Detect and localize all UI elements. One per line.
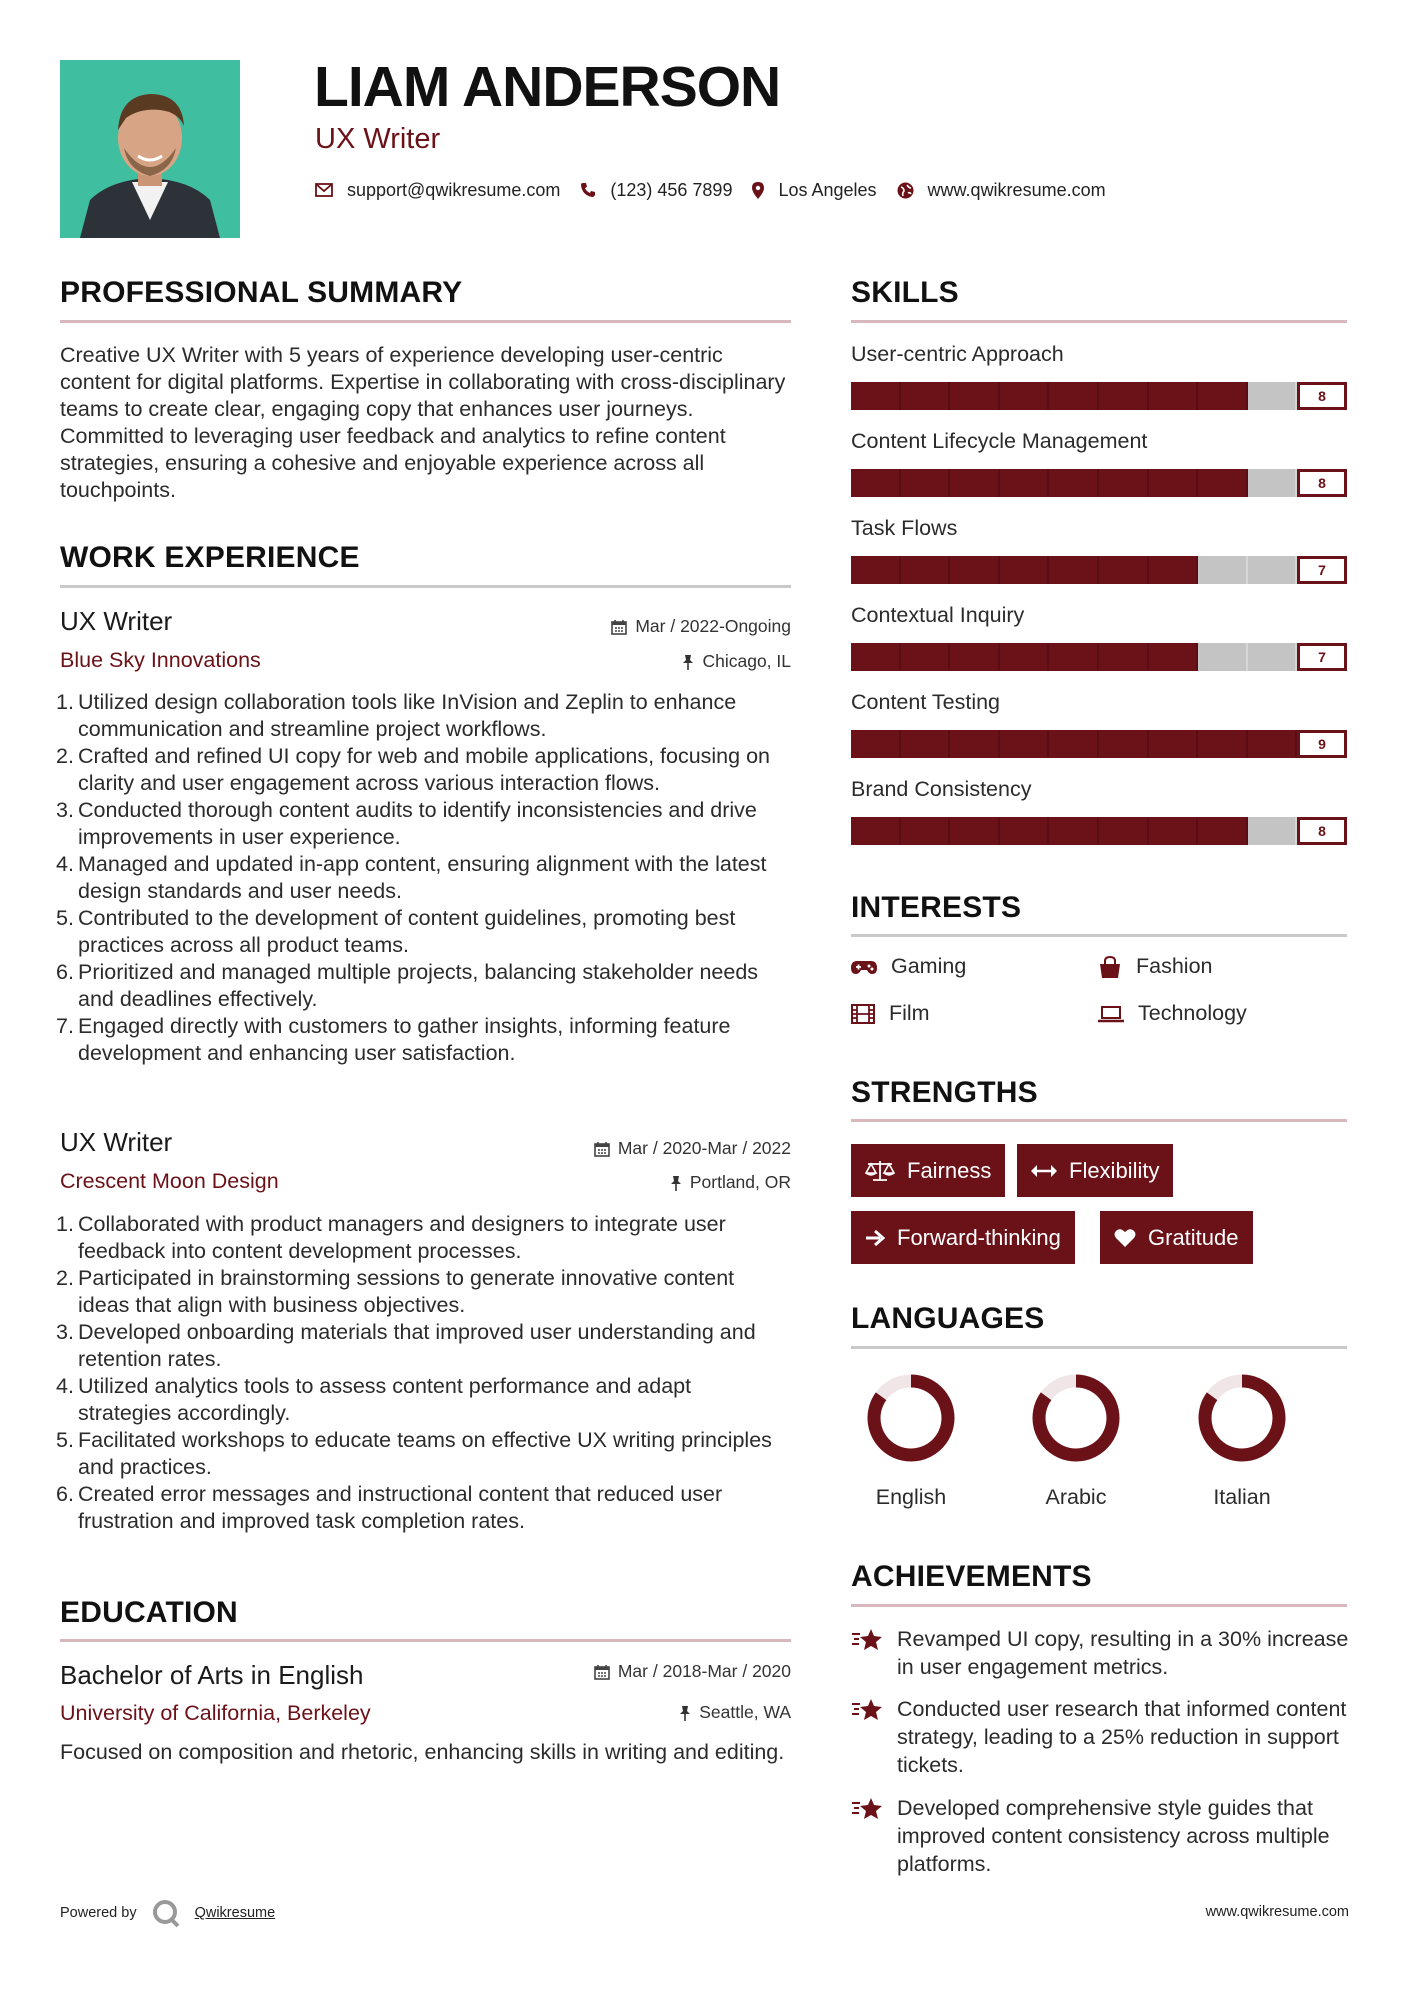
skill-score: 9 <box>1297 730 1347 758</box>
language-ring <box>1026 1368 1126 1468</box>
interest-technology: Technology <box>1098 1001 1247 1026</box>
skill-bar <box>851 382 1347 410</box>
education-location: Seattle, WA <box>679 1702 791 1723</box>
contact-website[interactable]: www.qwikresume.com <box>897 180 1106 201</box>
shopping-bag-icon <box>1098 956 1122 978</box>
skill-segment <box>1248 382 1298 410</box>
profile-photo <box>60 60 240 238</box>
skill-segment <box>1000 817 1050 845</box>
experience-heading: WORK EXPERIENCE <box>60 541 360 574</box>
contact-row <box>315 176 1126 204</box>
job-company: Blue Sky Innovations <box>60 648 261 672</box>
pushpin-icon <box>670 1175 682 1191</box>
strengths-heading: STRENGTHS <box>851 1076 1038 1109</box>
contact-phone[interactable]: (123) 456 7899 <box>580 180 732 201</box>
skill-segment <box>851 382 901 410</box>
pushpin-icon <box>682 654 694 670</box>
skill-segment <box>1198 469 1248 497</box>
skill-score: 7 <box>1297 643 1347 671</box>
interests-divider <box>851 934 1347 937</box>
skill-segment <box>851 817 901 845</box>
skill-segment <box>950 556 1000 584</box>
skill-segment <box>1248 469 1298 497</box>
skill-segment <box>901 469 951 497</box>
skill-score: 8 <box>1297 382 1347 410</box>
envelope-icon <box>315 183 333 197</box>
phone-icon <box>580 182 596 198</box>
skill-segment <box>950 817 1000 845</box>
skill-segment <box>1099 817 1149 845</box>
skill-segment <box>1149 382 1199 410</box>
footer-website[interactable]: www.qwikresume.com <box>1205 1904 1349 1920</box>
skill-segment <box>1049 730 1099 758</box>
pushpin-icon <box>679 1705 691 1721</box>
list-item: 3. Developed onboarding materials that improved user understanding and retention rates. <box>56 1320 756 1371</box>
skill-segment <box>1198 382 1248 410</box>
skill-label: Content Testing <box>851 690 1001 714</box>
skill-segment <box>851 730 901 758</box>
skills-divider <box>851 320 1347 323</box>
achievement-item: Conducted user research that informed content strategy, leading to a 25% reduction in support tickets. <box>851 1695 1361 1779</box>
star-icon <box>851 1697 883 1723</box>
achievement-item: Developed comprehensive style guides that improved content consistency across multiple platforms. <box>851 1794 1361 1878</box>
star-icon <box>851 1796 883 1822</box>
skill-segment <box>1099 730 1149 758</box>
skills-heading: SKILLS <box>851 276 959 309</box>
job-dates: Mar / 2020-Mar / 2022 <box>594 1138 791 1159</box>
languages-divider <box>851 1346 1347 1349</box>
summary-heading: PROFESSIONAL SUMMARY <box>60 276 463 309</box>
interest-gaming: Gaming <box>851 954 966 979</box>
list-item: 1. Utilized design collaboration tools like InVision and Zeplin to enhance communication and streamline project workflows. <box>56 690 737 741</box>
skill-segment <box>1049 382 1099 410</box>
list-item: 4. Utilized analytics tools to assess content performance and adapt strategies accordingly. <box>56 1374 692 1425</box>
list-item: 7. Engaged directly with customers to gather insights, informing feature development and enhancing user satisfaction. <box>56 1014 731 1065</box>
school-name: University of California, Berkeley <box>60 1701 371 1725</box>
laptop-icon <box>1098 1005 1124 1023</box>
experience-divider <box>60 585 791 588</box>
skill-label: Brand Consistency <box>851 777 1032 801</box>
skill-label: Task Flows <box>851 516 958 540</box>
star-icon <box>851 1627 883 1653</box>
skill-segment <box>901 556 951 584</box>
language-english <box>851 1368 971 1510</box>
skill-segment <box>1000 643 1050 671</box>
skill-segment <box>1099 556 1149 584</box>
skill-segment <box>851 643 901 671</box>
interest-fashion: Fashion <box>1098 954 1213 979</box>
skill-segment <box>1000 556 1050 584</box>
skill-segment <box>851 556 901 584</box>
calendar-icon <box>594 1664 610 1680</box>
skill-segment <box>1000 730 1050 758</box>
skill-segment <box>1099 382 1149 410</box>
summary-divider <box>60 320 791 323</box>
skill-segment <box>1248 817 1298 845</box>
list-item: 5. Contributed to the development of content guidelines, promoting best practices across all product teams. <box>56 906 736 957</box>
job-location: Chicago, IL <box>682 651 791 672</box>
skill-segment <box>1000 469 1050 497</box>
summary-text: Creative UX Writer with 5 years of experience developing user-centric content for digital platforms. Expertise in collaborating with cross-disciplinary teams to create clear, engaging copy that enhances user journeys. Committed to leveraging user feedback and analytics to refine content strategies, ensuring a cohesive and enjoyable experience across all touchpoints. <box>60 343 786 502</box>
education-description: Focused on composition and rhetoric, enhancing skills in writing and editing. <box>60 1740 785 1764</box>
achievements-heading: ACHIEVEMENTS <box>851 1560 1092 1593</box>
arrow-right-icon <box>865 1229 885 1247</box>
languages-heading: LANGUAGES <box>851 1302 1045 1335</box>
heart-icon <box>1114 1228 1136 1248</box>
achievements-divider <box>851 1604 1347 1607</box>
skill-segment <box>1049 817 1099 845</box>
skill-score: 8 <box>1297 817 1347 845</box>
skill-segment <box>1198 643 1248 671</box>
skill-segment <box>1099 469 1149 497</box>
skill-segment <box>901 382 951 410</box>
language-arabic <box>1016 1368 1136 1510</box>
map-marker-icon <box>752 182 764 199</box>
candidate-name: LIAM ANDERSON <box>314 55 781 119</box>
skill-segment <box>950 643 1000 671</box>
language-name: Italian <box>1213 1485 1271 1509</box>
skill-segment <box>1198 556 1248 584</box>
film-icon <box>851 1004 875 1024</box>
language-ring <box>861 1368 961 1468</box>
interest-film: Film <box>851 1001 930 1026</box>
skill-bar <box>851 469 1347 497</box>
degree-title: Bachelor of Arts in English <box>60 1660 364 1690</box>
language-italian <box>1182 1368 1302 1510</box>
skill-segment <box>1198 817 1248 845</box>
list-item: 2. Crafted and refined UI copy for web and mobile applications, focusing on clarity and user engagement across various interaction flows. <box>56 744 770 795</box>
skill-score: 8 <box>1297 469 1347 497</box>
skill-segment <box>1149 556 1199 584</box>
skill-segment <box>1049 643 1099 671</box>
globe-icon <box>897 182 914 199</box>
job-company: Crescent Moon Design <box>60 1169 279 1193</box>
list-item: 2. Participated in brainstorming sessions to generate innovative content ideas that align with business objectives. <box>56 1266 735 1317</box>
interests-heading: INTERESTS <box>851 891 1022 924</box>
footer-powered-by: Powered by Qwikresume <box>60 1898 275 1928</box>
skill-bar <box>851 817 1347 845</box>
skill-segment <box>1000 382 1050 410</box>
strength-badge: Fairness <box>851 1144 1005 1197</box>
skill-segment <box>1149 730 1199 758</box>
skill-segment <box>901 730 951 758</box>
skill-segment <box>1248 556 1298 584</box>
list-item: 6. Prioritized and managed multiple projects, balancing stakeholder needs and deadlines effectively. <box>56 960 759 1011</box>
skill-segment <box>1099 643 1149 671</box>
qwikresume-logo-icon <box>151 1898 181 1928</box>
skill-bar <box>851 730 1347 758</box>
calendar-icon <box>611 619 627 635</box>
achievement-item: Revamped UI copy, resulting in a 30% increase in user engagement metrics. <box>851 1625 1361 1681</box>
balance-scale-icon <box>865 1160 895 1182</box>
job-dates: Mar / 2022-Ongoing <box>611 616 791 637</box>
skill-segment <box>1248 643 1298 671</box>
contact-email[interactable]: support@qwikresume.com <box>315 180 560 201</box>
skill-label: User-centric Approach <box>851 342 1064 366</box>
job-title: UX Writer <box>60 606 173 636</box>
skill-segment <box>1248 730 1298 758</box>
strength-badge: Forward-thinking <box>851 1211 1075 1264</box>
skill-segment <box>1049 469 1099 497</box>
job-location: Portland, OR <box>670 1172 791 1193</box>
skill-segment <box>950 730 1000 758</box>
education-heading: EDUCATION <box>60 1596 238 1629</box>
strength-badge: Flexibility <box>1017 1144 1173 1197</box>
gamepad-icon <box>851 959 877 975</box>
job-bullets <box>56 689 790 1067</box>
job-bullets <box>56 1211 790 1535</box>
skill-bar <box>851 643 1347 671</box>
skill-label: Content Lifecycle Management <box>851 429 1148 453</box>
skill-segment <box>1149 469 1199 497</box>
skill-score: 7 <box>1297 556 1347 584</box>
skill-segment <box>1049 556 1099 584</box>
skill-segment <box>901 643 951 671</box>
education-dates: Mar / 2018-Mar / 2020 <box>594 1661 791 1682</box>
language-name: English <box>875 1485 947 1509</box>
skill-segment <box>901 817 951 845</box>
language-name: Arabic <box>1045 1485 1107 1509</box>
skill-segment <box>1149 817 1199 845</box>
list-item: 6. Created error messages and instructional content that reduced user frustration and improved task completion rates. <box>56 1482 723 1533</box>
list-item: 1. Collaborated with product managers and designers to integrate user feedback into content development processes. <box>56 1212 726 1263</box>
skill-segment <box>950 469 1000 497</box>
qwikresume-link[interactable]: Qwikresume <box>194 1905 276 1921</box>
language-ring <box>1192 1368 1292 1468</box>
job-title: UX Writer <box>60 1127 173 1157</box>
skill-segment <box>851 469 901 497</box>
skill-segment <box>1149 643 1199 671</box>
list-item: 4. Managed and updated in-app content, ensuring alignment with the latest design standards and user needs. <box>56 852 767 903</box>
calendar-icon <box>594 1141 610 1157</box>
skill-segment <box>1198 730 1248 758</box>
contact-location: Los Angeles <box>752 180 876 201</box>
candidate-role: UX Writer <box>315 123 441 155</box>
list-item: 5. Facilitated workshops to educate teams on effective UX writing principles and practices. <box>56 1428 772 1479</box>
strength-badge: Gratitude <box>1100 1211 1253 1264</box>
arrows-horizontal-icon <box>1031 1164 1057 1178</box>
education-divider <box>60 1639 791 1642</box>
skill-label: Contextual Inquiry <box>851 603 1025 627</box>
skill-segment <box>950 382 1000 410</box>
list-item: 3. Conducted thorough content audits to identify inconsistencies and drive improvements in user experience. <box>56 798 757 849</box>
strengths-divider <box>851 1119 1347 1122</box>
skill-bar <box>851 556 1347 584</box>
